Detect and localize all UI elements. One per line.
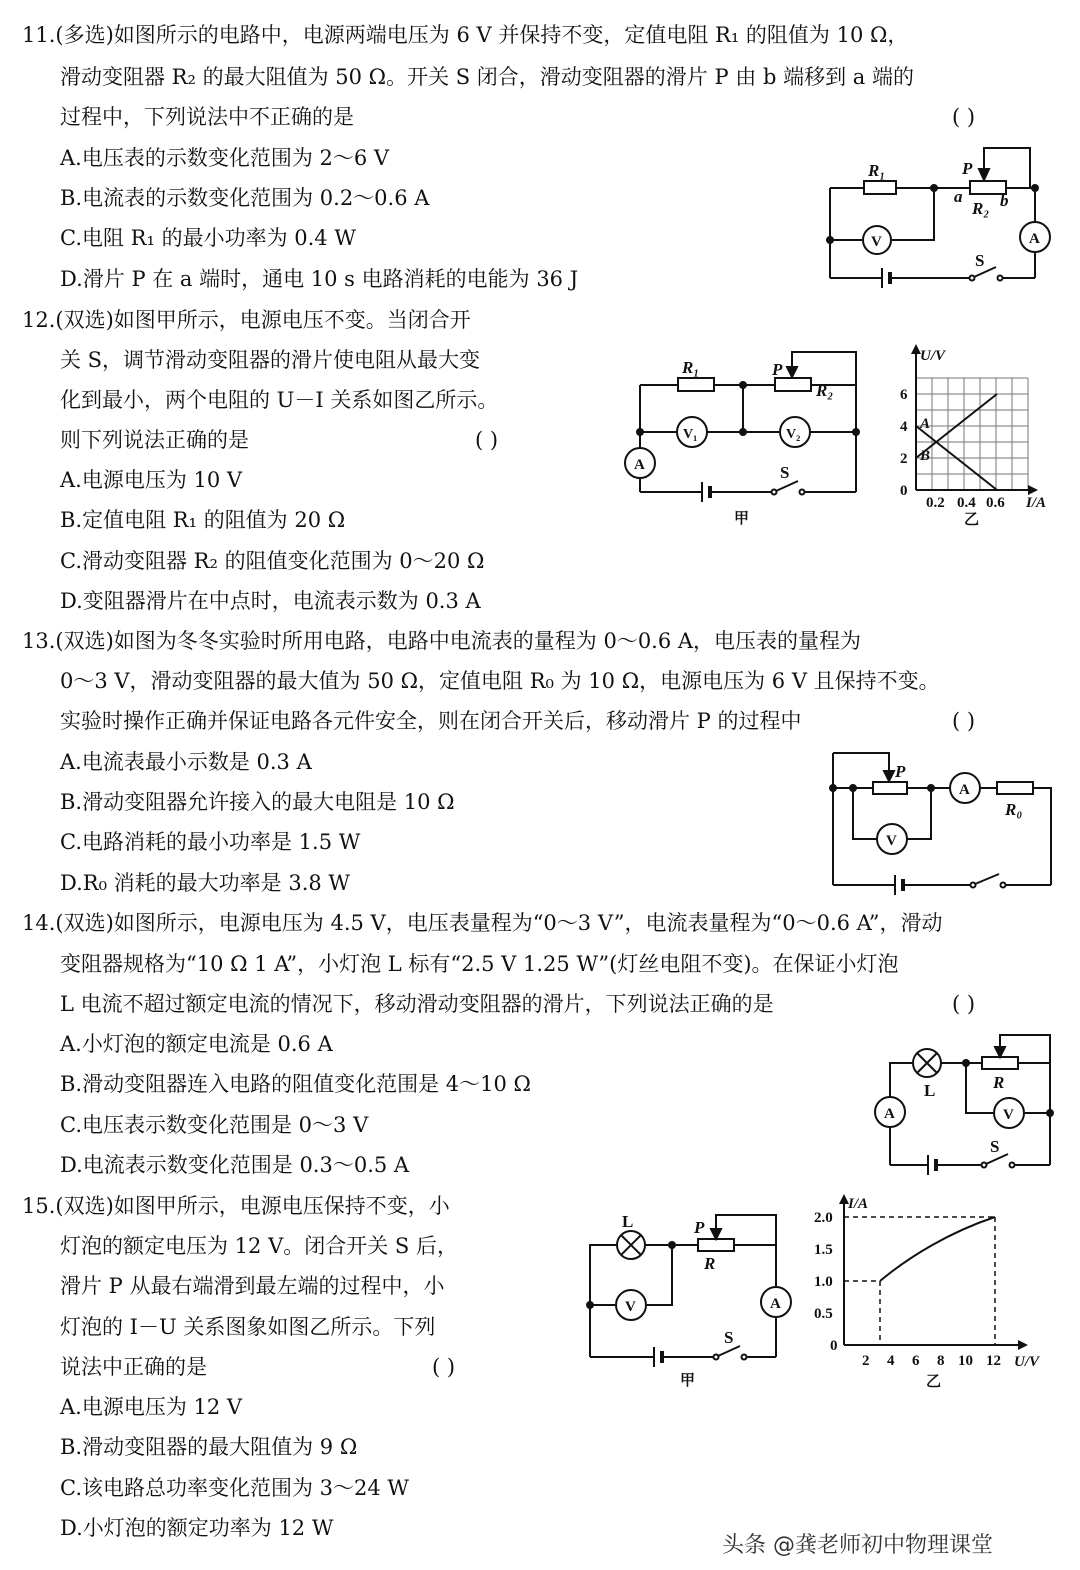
y-tick: 4 [900,419,908,435]
q15-iu-graph [810,1190,1070,1390]
x-tick: 2 [862,1353,870,1369]
q15-line-2: 灯泡的额定电压为 12 V。闭合开关 S 后， [60,1234,458,1258]
q11-option-b[interactable]: B.电流表的示数变化范围为 0.2～0.6 A [60,186,430,210]
rheostat-label: R [993,1073,1005,1092]
x-tick: 0.2 [926,495,945,511]
point-b-label: B [920,448,931,464]
q11-answer-bracket[interactable]: ( ) [952,105,976,129]
r0-label: R₀ [1005,800,1023,819]
lamp-label: L [622,1212,634,1231]
q12-line-3: 化到最小，两个电阻的 U－I 关系如图乙所示。 [60,388,499,412]
ammeter-label: A [1029,231,1040,247]
q13-option-d[interactable]: D.R₀ 消耗的最大功率是 3.8 W [60,871,351,895]
q13-option-c[interactable]: C.电路消耗的最小功率是 1.5 W [60,830,361,854]
iu-curve [880,1217,995,1281]
y-tick: 1.0 [814,1274,833,1290]
q15-line-3: 滑片 P 从最右端滑到最左端的过程中，小 [60,1274,445,1298]
y-tick: 2 [900,451,908,467]
q13-line-3: 实验时操作正确并保证电路各元件安全，则在闭合开关后，移动滑片 P 的过程中 [60,709,802,733]
q14-answer-bracket[interactable]: ( ) [952,992,976,1016]
slider-arrow [884,771,894,781]
q14-option-a[interactable]: A.小灯泡的额定电流是 0.6 A [60,1032,333,1056]
q11-line-1: 11.(多选)如图所示的电路中，电源两端电压为 6 V 并保持不变，定值电阻 R₁ 的阻值为 10 Ω， [22,23,909,47]
q12-circuit-diagram [620,340,880,530]
r0-resistor [997,782,1033,794]
voltmeter-label: V [625,1299,636,1315]
q13-answer-bracket[interactable]: ( ) [952,709,976,733]
x-tick: 6 [912,1353,920,1369]
q11-option-c[interactable]: C.电阻 R₁ 的最小功率为 0.4 W [60,226,356,250]
q11-line-3: 过程中，下列说法中不正确的是 [60,105,354,129]
r2-label: R₂ [972,199,990,218]
q15-circuit-diagram [580,1205,800,1390]
ammeter-label: A [634,457,645,473]
y-tick: 6 [900,387,908,403]
rheostat-label: R [704,1254,716,1273]
switch-label: S [990,1137,1000,1156]
q14-option-b[interactable]: B.滑动变阻器连入电路的阻值变化范围是 4～10 Ω [60,1072,531,1096]
r1-resistor [678,378,714,391]
slider-arrow [787,367,797,377]
voltmeter-label: V [886,833,897,849]
q12-line-1: 12.(双选)如图甲所示，电源电压不变。当闭合开 [22,308,471,332]
p-label: P [895,762,906,781]
q14-circuit-diagram [870,1025,1065,1175]
p-label: P [694,1218,705,1237]
x-axis-label: I/A [1026,495,1047,511]
q12-option-c[interactable]: C.滑动变阻器 R₂ 的阻值变化范围为 0～20 Ω [60,549,485,573]
q11-circuit-diagram [820,140,1060,290]
ammeter-label: A [770,1296,781,1312]
q12-line-2: 关 S，调节滑动变阻器的滑片使电阻从最大变 [60,348,481,372]
switch-label: S [780,463,790,482]
y-axis-label: U/V [920,348,946,364]
x-tick: 12 [986,1353,1001,1369]
r1-resistor [864,181,896,194]
y-tick: 0 [830,1338,838,1354]
r1-label: R₁ [682,358,700,377]
x-tick: 10 [958,1353,973,1369]
lamp-label: L [924,1081,936,1100]
r1-label: R₁ [868,161,886,180]
q14-line-1: 14.(双选)如图所示，电源电压为 4.5 V，电压表量程为“0～3 V”，电流表量程为“0～0.6 A”，滑动 [22,911,943,935]
voltmeter-label: V [871,234,882,250]
r2-resistor [775,378,811,391]
q12-option-d[interactable]: D.变阻器滑片在中点时，电流表示数为 0.3 A [60,589,481,613]
q14-option-d[interactable]: D.电流表示数变化范围是 0.3～0.5 A [60,1153,410,1177]
q12-option-b[interactable]: B.定值电阻 R₁ 的阻值为 20 Ω [60,508,346,532]
q13-line-2: 0～3 V，滑动变阻器的最大值为 50 Ω，定值电阻 R₀ 为 10 Ω，电源电压为 6 V 且保持不变。 [60,669,940,693]
q11-line-2: 滑动变阻器 R₂ 的最大阻值为 50 Ω。开关 S 闭合，滑动变阻器的滑片 P 由 b 端移到 a 端的 [60,65,914,89]
switch-label: S [975,251,985,270]
q15-option-b[interactable]: B.滑动变阻器的最大阻值为 9 Ω [60,1435,358,1459]
graph-caption: 乙 [964,512,980,528]
q13-option-a[interactable]: A.电流表最小示数是 0.3 A [60,750,312,774]
q11-option-a[interactable]: A.电压表的示数变化范围为 2～6 V [60,146,390,170]
q14-line-3: L 电流不超过额定电流的情况下，移动滑动变阻器的滑片，下列说法正确的是 [60,992,774,1016]
q14-option-c[interactable]: C.电压表示数变化范围是 0～3 V [60,1113,369,1137]
q12-ui-graph [880,340,1070,530]
slider-arrow [711,1229,721,1239]
figure-caption: 甲 [734,511,750,527]
q15-answer-bracket[interactable]: ( ) [432,1355,456,1379]
q12-option-a[interactable]: A.电源电压为 10 V [60,468,243,492]
v2-label: V₂ [786,427,801,442]
q11-option-d[interactable]: D.滑片 P 在 a 端时，通电 10 s 电路消耗的电能为 36 J [60,267,579,291]
switch-label: S [724,1328,734,1347]
q13-circuit-diagram [825,745,1060,890]
ammeter-label: A [884,1106,895,1122]
q12-answer-bracket[interactable]: ( ) [475,428,499,452]
y-tick: 0.5 [814,1306,833,1322]
q13-option-b[interactable]: B.滑动变阻器允许接入的最大电阻是 10 Ω [60,790,455,814]
q15-option-a[interactable]: A.电源电压为 12 V [60,1395,243,1419]
watermark: 头条 @龚老师初中物理课堂 [722,1533,993,1558]
slider-arrow [995,1047,1005,1057]
voltmeter-label: V [1003,1107,1014,1123]
rheostat [873,782,907,794]
a-label: a [954,187,963,206]
q13-line-1: 13.(双选)如图为冬冬实验时所用电路，电路中电流表的量程为 0～0.6 A，电压表的量程为 [22,629,862,653]
q12-line-4: 则下列说法正确的是 [60,428,249,452]
x-tick: 8 [937,1353,945,1369]
x-tick: 0.6 [986,495,1005,511]
point-a-label: A [920,416,931,432]
q15-option-d[interactable]: D.小灯泡的额定功率为 12 W [60,1516,334,1540]
x-tick: 4 [887,1353,895,1369]
y-tick: 2.0 [814,1210,833,1226]
p-label: P [772,360,783,379]
x-axis-label: U/V [1014,1354,1040,1370]
v1-label: V₁ [683,427,698,442]
graph-caption: 乙 [926,1374,942,1390]
p-label: P [962,159,973,178]
b-label: b [1000,191,1009,210]
q15-line-4: 灯泡的 I－U 关系图象如图乙所示。下列 [60,1315,436,1339]
y-tick: 0 [900,483,908,499]
switch [776,481,798,491]
x-tick: 0.4 [957,495,976,511]
q14-line-2: 变阻器规格为“10 Ω 1 A”，小灯泡 L 标有“2.5 V 1.25 W”(灯丝电阻不变)。在保证小灯泡 [60,952,899,976]
switch [718,1346,740,1356]
q15-option-c[interactable]: C.该电路总功率变化范围为 3～24 W [60,1476,410,1500]
slider-arrow [979,169,989,180]
switch [975,874,999,884]
q15-line-1: 15.(双选)如图甲所示，电源电压保持不变，小 [22,1194,450,1218]
q15-line-5: 说法中正确的是 [60,1355,207,1379]
y-axis-label: I/A [848,1196,869,1212]
figure-caption: 甲 [680,1373,696,1389]
ammeter-label: A [959,782,970,798]
r2-label: R₂ [816,381,834,400]
y-tick: 1.5 [814,1242,833,1258]
